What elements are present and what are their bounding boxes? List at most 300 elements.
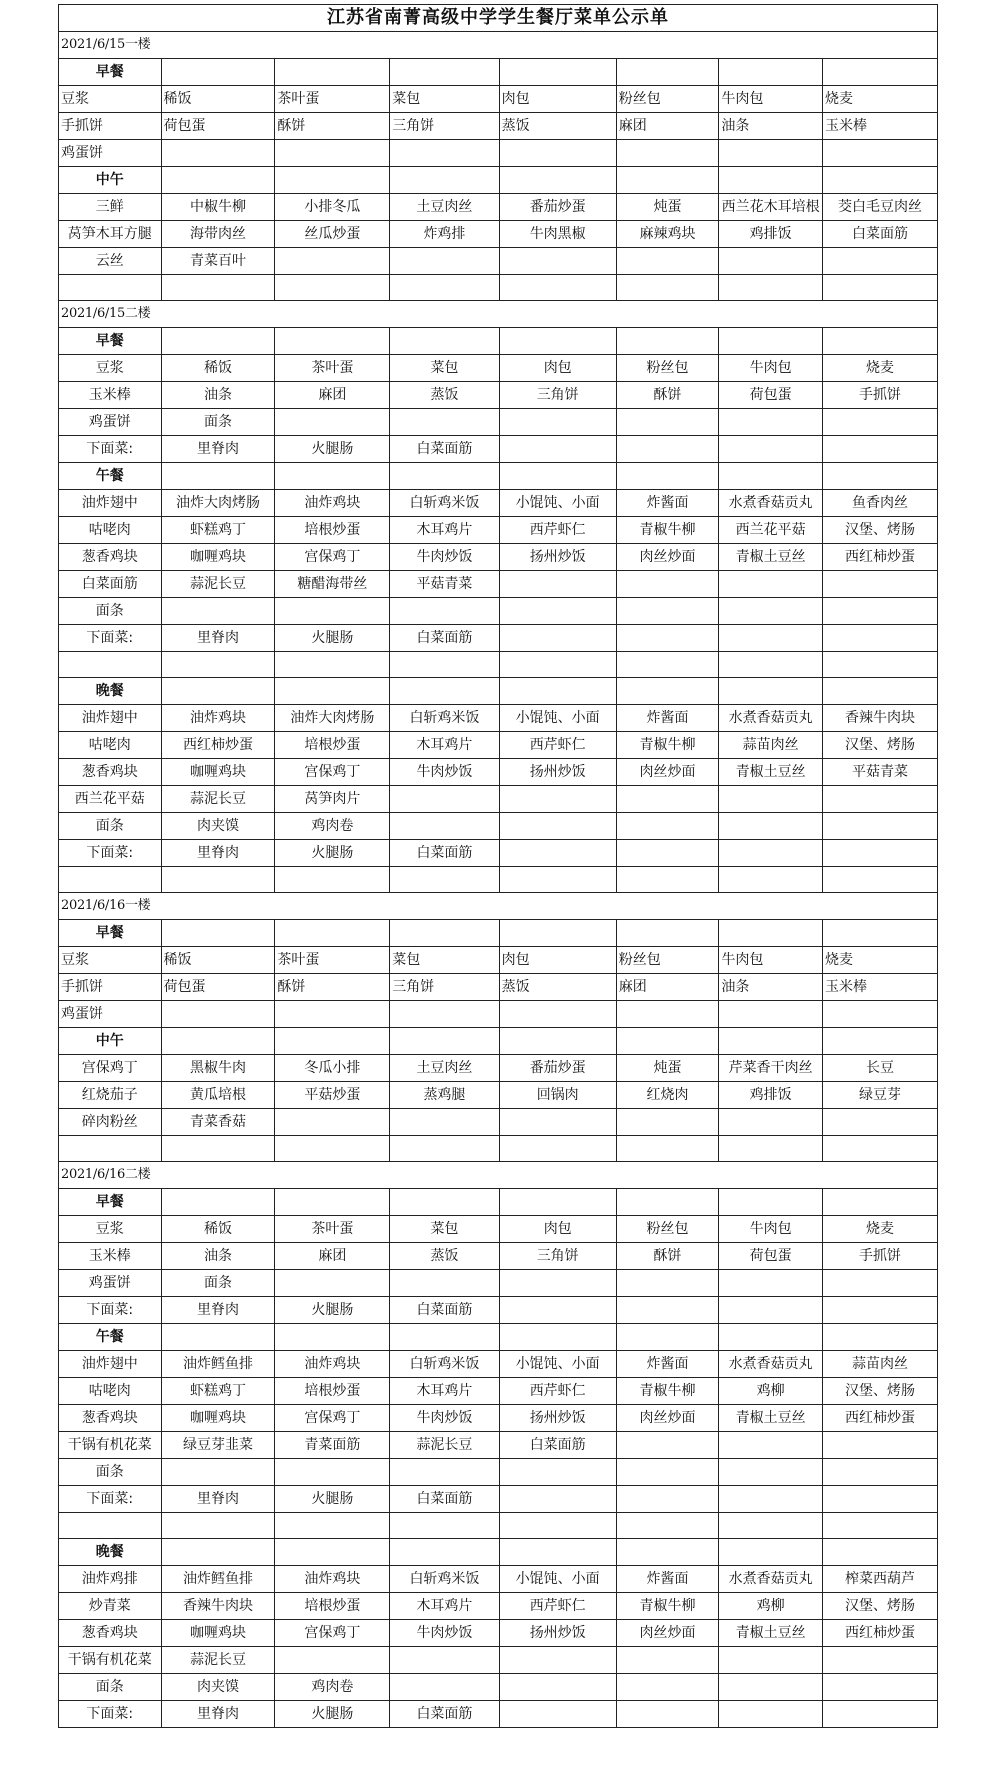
menu-item-cell: 鸡蛋饼 (59, 1270, 162, 1297)
empty-cell (719, 463, 823, 490)
menu-item-cell: 宫保鸡丁 (275, 759, 390, 786)
menu-item-cell: 茶叶蛋 (275, 1216, 390, 1243)
menu-item-cell: 牛肉炒饭 (390, 759, 499, 786)
menu-item-cell (823, 1459, 938, 1486)
menu-item-cell: 咖喱鸡块 (161, 1620, 275, 1647)
menu-item-cell: 肉丝炒面 (616, 1620, 719, 1647)
section-date: 2021/6/15二楼 (59, 301, 938, 328)
menu-item-cell (616, 1701, 719, 1728)
menu-item-cell: 烧麦 (823, 947, 938, 974)
menu-item-cell: 青菜百叶 (161, 248, 275, 275)
menu-row (59, 732, 938, 759)
empty-cell (616, 1028, 719, 1055)
menu-item-cell: 青椒土豆丝 (719, 544, 823, 571)
empty-cell (275, 463, 390, 490)
menu-item-cell: 蒜泥长豆 (161, 786, 275, 813)
menu-item-cell (616, 1136, 719, 1162)
empty-cell (499, 1324, 616, 1351)
menu-item-cell: 虾糕鸡丁 (161, 517, 275, 544)
menu-item-cell (161, 1459, 275, 1486)
empty-cell (275, 1539, 390, 1566)
menu-item-cell (161, 867, 275, 893)
menu-item-cell: 木耳鸡片 (390, 732, 499, 759)
menu-item-cell: 木耳鸡片 (390, 517, 499, 544)
menu-item-cell: 鸡蛋饼 (59, 409, 162, 436)
empty-cell (390, 59, 499, 86)
empty-cell (390, 328, 499, 355)
menu-item-cell (499, 140, 616, 167)
menu-item-cell: 炒青菜 (59, 1593, 162, 1620)
empty-cell (161, 167, 275, 194)
menu-item-cell: 炸酱面 (616, 1566, 719, 1593)
menu-item-cell (719, 140, 823, 167)
menu-row (59, 1055, 938, 1082)
meal-header-row (59, 678, 938, 705)
menu-item-cell: 西红柿炒蛋 (823, 1405, 938, 1432)
menu-item-cell (275, 598, 390, 625)
menu-item-cell: 葱香鸡块 (59, 1405, 162, 1432)
menu-item-cell: 茶叶蛋 (275, 355, 390, 382)
menu-item-cell (499, 652, 616, 678)
menu-item-cell (499, 1136, 616, 1162)
menu-item-cell (275, 1001, 390, 1028)
menu-row (59, 275, 938, 301)
menu-row (59, 1647, 938, 1674)
menu-item-cell: 水煮香菇贡丸 (719, 490, 823, 517)
menu-item-cell: 宫保鸡丁 (59, 1055, 162, 1082)
menu-item-cell (823, 867, 938, 893)
menu-row (59, 840, 938, 867)
menu-item-cell: 三角饼 (499, 382, 616, 409)
empty-cell (275, 328, 390, 355)
menu-item-cell: 蒜泥长豆 (390, 1432, 499, 1459)
menu-item-cell (275, 1647, 390, 1674)
menu-item-cell: 青椒土豆丝 (719, 1405, 823, 1432)
menu-item-cell (719, 275, 823, 301)
menu-item-cell: 小排冬瓜 (275, 194, 390, 221)
menu-item-cell: 白菜面筋 (390, 840, 499, 867)
menu-item-cell: 油炸鳕鱼排 (161, 1566, 275, 1593)
menu-item-cell: 豆浆 (59, 86, 162, 113)
menu-item-cell: 粉丝包 (616, 1216, 719, 1243)
menu-item-cell (719, 1109, 823, 1136)
menu-title: 江苏省南菁高级中学学生餐厅菜单公示单 (59, 5, 938, 32)
menu-item-cell: 油炸翅中 (59, 705, 162, 732)
menu-item-cell (59, 652, 162, 678)
section-date-row (59, 1162, 938, 1189)
empty-cell (823, 328, 938, 355)
section-date: 2021/6/15一楼 (59, 32, 938, 59)
menu-item-cell (275, 248, 390, 275)
menu-row (59, 1351, 938, 1378)
menu-sheet (58, 4, 938, 1728)
menu-item-cell: 牛肉炒饭 (390, 544, 499, 571)
empty-cell (719, 167, 823, 194)
menu-item-cell: 鸡柳 (719, 1593, 823, 1620)
empty-cell (499, 678, 616, 705)
empty-cell (275, 920, 390, 947)
menu-item-cell: 干锅有机花菜 (59, 1432, 162, 1459)
menu-item-cell: 汉堡、烤肠 (823, 517, 938, 544)
menu-item-cell (275, 1270, 390, 1297)
menu-item-cell: 鸡蛋饼 (59, 140, 162, 167)
empty-cell (616, 1189, 719, 1216)
menu-item-cell (823, 1513, 938, 1539)
menu-item-cell: 白斩鸡米饭 (390, 490, 499, 517)
menu-item-cell: 宫保鸡丁 (275, 1620, 390, 1647)
menu-item-cell: 白菜面筋 (390, 1486, 499, 1513)
menu-item-cell (823, 1109, 938, 1136)
menu-item-cell (390, 1647, 499, 1674)
menu-item-cell: 咖喱鸡块 (161, 1405, 275, 1432)
menu-item-cell: 豆浆 (59, 355, 162, 382)
menu-item-cell: 芹菜香干肉丝 (719, 1055, 823, 1082)
menu-row (59, 1216, 938, 1243)
menu-item-cell (390, 140, 499, 167)
menu-item-cell (616, 1513, 719, 1539)
menu-item-cell: 里脊肉 (161, 840, 275, 867)
menu-item-cell (275, 1513, 390, 1539)
title-row (59, 5, 938, 32)
menu-item-cell: 手抓饼 (59, 113, 162, 140)
menu-item-cell: 牛肉包 (719, 947, 823, 974)
menu-item-cell (823, 248, 938, 275)
menu-item-cell: 手抓饼 (59, 974, 162, 1001)
menu-item-cell (499, 625, 616, 652)
empty-cell (390, 1539, 499, 1566)
menu-item-cell (499, 867, 616, 893)
menu-item-cell: 下面菜: (59, 436, 162, 463)
empty-cell (499, 328, 616, 355)
menu-item-cell: 海带肉丝 (161, 221, 275, 248)
menu-item-cell (161, 140, 275, 167)
menu-row (59, 867, 938, 893)
menu-item-cell (719, 1486, 823, 1513)
menu-item-cell (275, 652, 390, 678)
menu-item-cell (616, 275, 719, 301)
menu-table (58, 4, 938, 1728)
menu-item-cell: 面条 (161, 409, 275, 436)
empty-cell (275, 678, 390, 705)
menu-row (59, 436, 938, 463)
menu-item-cell (161, 1136, 275, 1162)
menu-item-cell: 酥饼 (616, 382, 719, 409)
menu-item-cell: 汉堡、烤肠 (823, 1593, 938, 1620)
empty-cell (499, 920, 616, 947)
menu-item-cell: 莴笋木耳方腿 (59, 221, 162, 248)
menu-item-cell: 培根炒蛋 (275, 1593, 390, 1620)
empty-cell (719, 1189, 823, 1216)
menu-item-cell (719, 813, 823, 840)
empty-cell (499, 1539, 616, 1566)
empty-cell (719, 920, 823, 947)
empty-cell (719, 59, 823, 86)
menu-item-cell: 火腿肠 (275, 1486, 390, 1513)
menu-item-cell: 西芹虾仁 (499, 517, 616, 544)
menu-item-cell: 小馄饨、小面 (499, 1566, 616, 1593)
menu-item-cell (390, 248, 499, 275)
menu-item-cell: 丝瓜炒蛋 (275, 221, 390, 248)
menu-item-cell: 水煮香菇贡丸 (719, 1351, 823, 1378)
menu-item-cell: 西芹虾仁 (499, 732, 616, 759)
empty-cell (161, 1539, 275, 1566)
menu-item-cell: 粉丝包 (616, 355, 719, 382)
menu-item-cell (499, 1674, 616, 1701)
menu-item-cell: 面条 (59, 598, 162, 625)
menu-item-cell: 蒸饭 (499, 974, 616, 1001)
menu-item-cell: 菜包 (390, 355, 499, 382)
menu-item-cell: 平菇青菜 (823, 759, 938, 786)
menu-item-cell: 冬瓜小排 (275, 1055, 390, 1082)
menu-item-cell: 西红柿炒蛋 (823, 544, 938, 571)
empty-cell (616, 59, 719, 86)
menu-item-cell: 里脊肉 (161, 1701, 275, 1728)
menu-item-cell: 青菜香菇 (161, 1109, 275, 1136)
menu-item-cell: 稀饭 (161, 355, 275, 382)
empty-cell (390, 678, 499, 705)
menu-item-cell: 下面菜: (59, 1486, 162, 1513)
empty-cell (616, 463, 719, 490)
menu-item-cell: 肉夹馍 (161, 813, 275, 840)
menu-item-cell (499, 1459, 616, 1486)
menu-item-cell (823, 1701, 938, 1728)
meal-header-row (59, 328, 938, 355)
meal-header-row (59, 59, 938, 86)
menu-item-cell: 小馄饨、小面 (499, 705, 616, 732)
menu-item-cell: 油条 (719, 113, 823, 140)
menu-item-cell: 肉包 (499, 355, 616, 382)
empty-cell (616, 1324, 719, 1351)
menu-item-cell: 烧麦 (823, 86, 938, 113)
meal-label: 中午 (59, 1028, 162, 1055)
menu-item-cell (823, 840, 938, 867)
empty-cell (616, 328, 719, 355)
menu-item-cell: 三鲜 (59, 194, 162, 221)
menu-row (59, 1674, 938, 1701)
empty-cell (616, 920, 719, 947)
menu-item-cell: 肉丝炒面 (616, 759, 719, 786)
menu-item-cell (499, 1513, 616, 1539)
menu-item-cell (499, 1270, 616, 1297)
menu-row (59, 140, 938, 167)
menu-item-cell: 长豆 (823, 1055, 938, 1082)
menu-item-cell: 玉米棒 (823, 974, 938, 1001)
menu-item-cell: 酥饼 (616, 1243, 719, 1270)
menu-row (59, 786, 938, 813)
menu-item-cell (161, 275, 275, 301)
menu-item-cell (823, 275, 938, 301)
menu-row (59, 947, 938, 974)
menu-item-cell: 荷包蛋 (161, 974, 275, 1001)
menu-row (59, 544, 938, 571)
menu-item-cell (275, 1109, 390, 1136)
menu-item-cell: 手抓饼 (823, 382, 938, 409)
empty-cell (719, 1028, 823, 1055)
menu-item-cell: 油炸翅中 (59, 1351, 162, 1378)
menu-item-cell (499, 598, 616, 625)
menu-item-cell: 鸡肉卷 (275, 1674, 390, 1701)
menu-item-cell: 西兰花木耳培根 (719, 194, 823, 221)
meal-label: 早餐 (59, 920, 162, 947)
menu-item-cell (719, 571, 823, 598)
menu-item-cell (499, 1001, 616, 1028)
empty-cell (275, 1189, 390, 1216)
menu-item-cell: 炸鸡排 (390, 221, 499, 248)
section-date: 2021/6/16二楼 (59, 1162, 938, 1189)
menu-item-cell (616, 1486, 719, 1513)
menu-item-cell (719, 1001, 823, 1028)
menu-item-cell (616, 140, 719, 167)
menu-item-cell: 绿豆芽 (823, 1082, 938, 1109)
menu-item-cell: 白斩鸡米饭 (390, 705, 499, 732)
empty-cell (499, 1189, 616, 1216)
menu-row (59, 598, 938, 625)
menu-item-cell: 肉丝炒面 (616, 1405, 719, 1432)
menu-item-cell: 麻团 (275, 1243, 390, 1270)
menu-item-cell: 荷包蛋 (161, 113, 275, 140)
menu-item-cell: 小馄饨、小面 (499, 490, 616, 517)
section-date: 2021/6/16一楼 (59, 893, 938, 920)
menu-item-cell: 稀饭 (161, 1216, 275, 1243)
menu-item-cell: 西兰花平菇 (59, 786, 162, 813)
menu-item-cell: 碎肉粉丝 (59, 1109, 162, 1136)
menu-item-cell: 咖喱鸡块 (161, 544, 275, 571)
menu-item-cell: 香辣牛肉块 (823, 705, 938, 732)
menu-item-cell: 三角饼 (390, 974, 499, 1001)
menu-item-cell: 油炸鸡块 (275, 490, 390, 517)
menu-item-cell: 鸡柳 (719, 1378, 823, 1405)
menu-item-cell: 面条 (59, 1674, 162, 1701)
menu-row (59, 355, 938, 382)
menu-item-cell: 咖喱鸡块 (161, 759, 275, 786)
menu-item-cell: 榨菜西葫芦 (823, 1566, 938, 1593)
empty-cell (719, 1539, 823, 1566)
menu-item-cell (719, 248, 823, 275)
menu-item-cell: 里脊肉 (161, 1486, 275, 1513)
menu-item-cell (161, 1513, 275, 1539)
menu-item-cell: 中椒牛柳 (161, 194, 275, 221)
menu-item-cell: 豆浆 (59, 1216, 162, 1243)
menu-item-cell: 黑椒牛肉 (161, 1055, 275, 1082)
menu-item-cell (823, 1136, 938, 1162)
menu-item-cell (719, 1513, 823, 1539)
menu-item-cell: 扬州炒饭 (499, 1620, 616, 1647)
menu-item-cell (719, 1459, 823, 1486)
menu-row (59, 705, 938, 732)
menu-item-cell: 麻辣鸡块 (616, 221, 719, 248)
empty-cell (161, 920, 275, 947)
empty-cell (823, 167, 938, 194)
menu-item-cell: 白斩鸡米饭 (390, 1566, 499, 1593)
menu-item-cell (616, 1459, 719, 1486)
empty-cell (499, 1028, 616, 1055)
menu-item-cell: 扬州炒饭 (499, 1405, 616, 1432)
empty-cell (499, 59, 616, 86)
empty-cell (616, 167, 719, 194)
menu-item-cell: 葱香鸡块 (59, 1620, 162, 1647)
menu-item-cell: 稀饭 (161, 947, 275, 974)
menu-item-cell (499, 1647, 616, 1674)
menu-item-cell: 香辣牛肉块 (161, 1593, 275, 1620)
menu-item-cell: 扬州炒饭 (499, 544, 616, 571)
menu-item-cell (719, 1674, 823, 1701)
menu-row (59, 652, 938, 678)
meal-label: 晚餐 (59, 1539, 162, 1566)
menu-item-cell (616, 1109, 719, 1136)
menu-item-cell: 油炸鳕鱼排 (161, 1351, 275, 1378)
menu-item-cell: 茭白毛豆肉丝 (823, 194, 938, 221)
menu-item-cell: 白菜面筋 (823, 221, 938, 248)
menu-item-cell: 水煮香菇贡丸 (719, 705, 823, 732)
menu-item-cell: 青菜面筋 (275, 1432, 390, 1459)
menu-row (59, 1566, 938, 1593)
menu-item-cell (616, 248, 719, 275)
menu-item-cell (719, 1701, 823, 1728)
menu-item-cell: 鸡排饭 (719, 221, 823, 248)
menu-item-cell (390, 1136, 499, 1162)
menu-item-cell: 玉米棒 (59, 382, 162, 409)
menu-row (59, 1243, 938, 1270)
menu-item-cell (390, 786, 499, 813)
menu-item-cell: 炸酱面 (616, 705, 719, 732)
menu-item-cell: 油炸鸡块 (275, 1566, 390, 1593)
empty-cell (275, 59, 390, 86)
menu-item-cell (719, 840, 823, 867)
menu-item-cell: 白斩鸡米饭 (390, 1351, 499, 1378)
menu-item-cell (499, 813, 616, 840)
menu-row (59, 1486, 938, 1513)
menu-item-cell: 土豆肉丝 (390, 1055, 499, 1082)
menu-row (59, 490, 938, 517)
menu-item-cell: 油炸大肉烤肠 (161, 490, 275, 517)
menu-item-cell: 白菜面筋 (390, 625, 499, 652)
meal-header-row (59, 1324, 938, 1351)
menu-item-cell: 莴笋肉片 (275, 786, 390, 813)
meal-label: 早餐 (59, 1189, 162, 1216)
menu-item-cell (616, 625, 719, 652)
menu-item-cell (823, 813, 938, 840)
menu-row (59, 1593, 938, 1620)
menu-item-cell: 咕咾肉 (59, 1378, 162, 1405)
meal-label: 晚餐 (59, 678, 162, 705)
menu-row (59, 571, 938, 598)
menu-item-cell (390, 1001, 499, 1028)
menu-row (59, 1432, 938, 1459)
menu-row (59, 1109, 938, 1136)
menu-item-cell (59, 867, 162, 893)
menu-item-cell: 汉堡、烤肠 (823, 1378, 938, 1405)
menu-item-cell: 白菜面筋 (59, 571, 162, 598)
empty-cell (616, 1539, 719, 1566)
menu-item-cell (161, 598, 275, 625)
menu-item-cell (275, 867, 390, 893)
menu-item-cell (616, 1270, 719, 1297)
menu-item-cell: 茶叶蛋 (275, 86, 390, 113)
empty-cell (390, 167, 499, 194)
empty-cell (499, 463, 616, 490)
menu-item-cell: 面条 (161, 1270, 275, 1297)
menu-item-cell (719, 625, 823, 652)
menu-item-cell: 鱼香肉丝 (823, 490, 938, 517)
empty-cell (823, 1324, 938, 1351)
menu-item-cell: 扬州炒饭 (499, 759, 616, 786)
menu-item-cell: 火腿肠 (275, 625, 390, 652)
menu-item-cell: 西红柿炒蛋 (823, 1620, 938, 1647)
meal-label: 午餐 (59, 1324, 162, 1351)
menu-item-cell: 宫保鸡丁 (275, 1405, 390, 1432)
menu-item-cell (823, 625, 938, 652)
menu-item-cell (275, 1459, 390, 1486)
